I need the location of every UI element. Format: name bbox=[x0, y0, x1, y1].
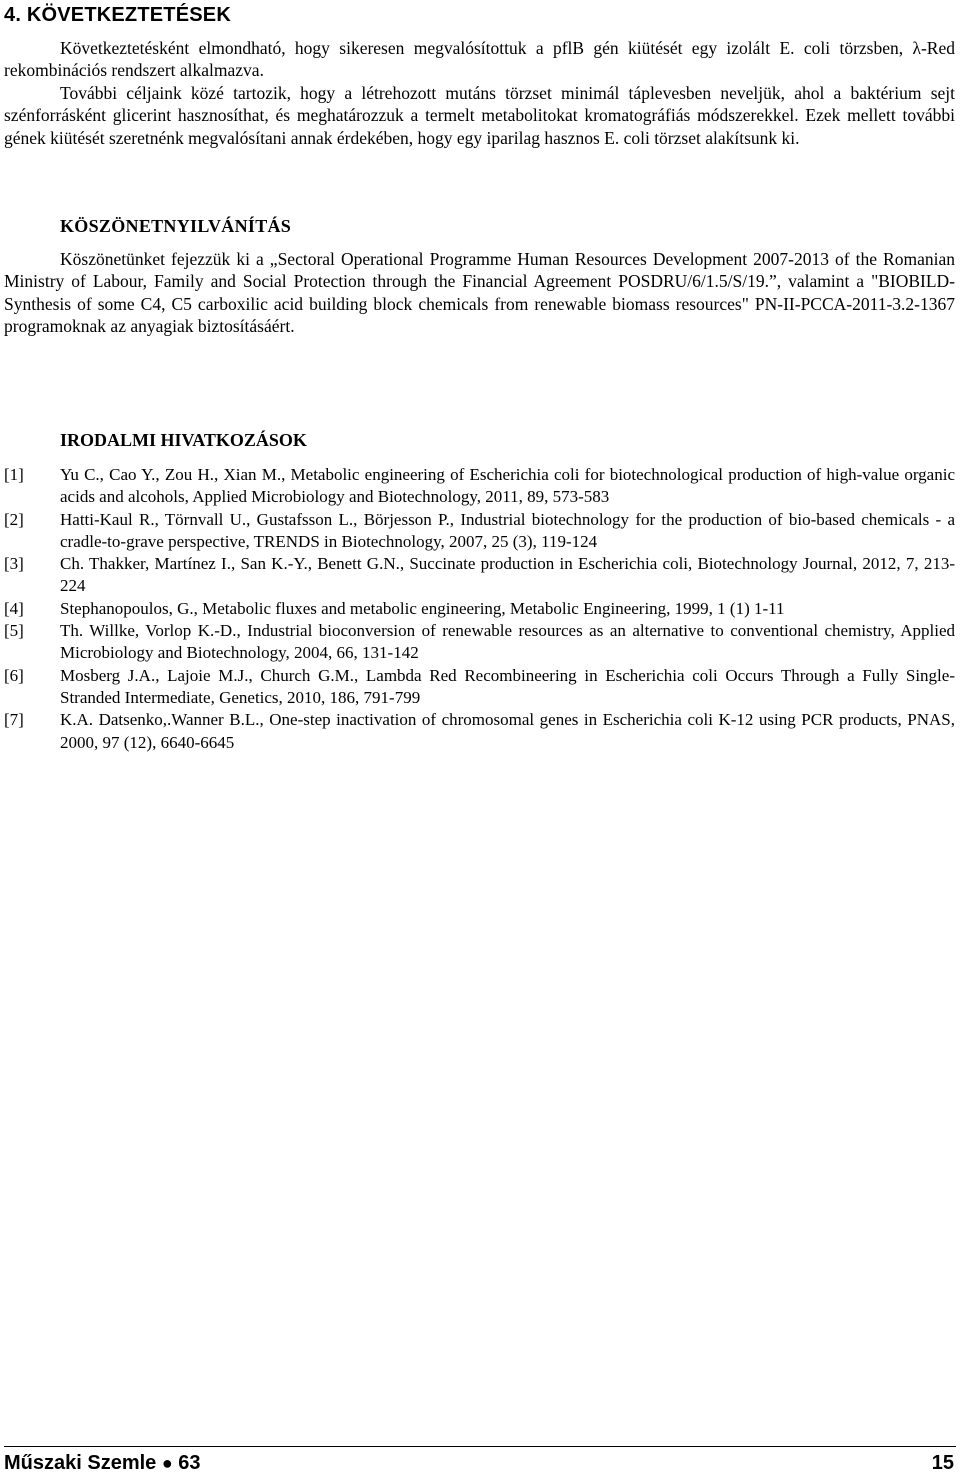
reference-text: K.A. Datsenko,.Wanner B.L., One-step inactivation of chromosomal genes in Escherichia coli K-12 using PCR products, PNAS, 2000, 97 (12), 6640-6645 bbox=[60, 710, 955, 752]
acknowledgement-paragraph: Köszönetünket fejezzük ki a „Sectoral Operational Programme Human Resources Development 2007-2013 of the Romanian Ministry of Labour, Family and Social Protection through the Financial Agreement POSDRU/6/1.5/S/19.”, valamint a "BIOBILD-Synthesis of some C4, C5 carboxilic acid building block chemicals from renewable biomass resources" PN-II-PCCA-2011-3.2-1367 programoknak az anyagiak biztosításáért. bbox=[4, 249, 955, 337]
reference-item-5 bbox=[4, 620, 955, 665]
journal-name: Műszaki Szemle bbox=[4, 1452, 157, 1474]
acknowledgement-title: KÖSZÖNETNYILVÁNÍTÁS bbox=[60, 216, 292, 236]
page-number: 15 bbox=[931, 1452, 954, 1474]
reference-item-2 bbox=[4, 509, 955, 554]
footer-journal bbox=[4, 1452, 201, 1475]
reference-item-6 bbox=[4, 665, 955, 710]
reference-text: Ch. Thakker, Martínez I., San K.-Y., Benett G.N., Succinate production in Escherichia coli, Biotechnology Journal, 2012, 7, 213-224 bbox=[60, 554, 955, 596]
reference-list bbox=[4, 464, 955, 754]
conclusions-paragraph-2: További céljaink közé tartozik, hogy a létrehozott mutáns törzset minimál táplevesben neveljük, ahol a baktérium sejt szénforrásként glicerint hasznosíthat, és meghatározzuk a termelt metabolitokat kromatográfiás módszerekkel. Ezek mellett további gének kiütését szeretnénk megvalósítani annak érdekében, hogy egy iparilag hasznos E. coli törzset alakítsunk ki. bbox=[4, 82, 955, 148]
reference-number: [2] bbox=[4, 509, 24, 529]
reference-text: Yu C., Cao Y., Zou H., Xian M., Metabolic engineering of Escherichia coli for biotechnological production of high-value organic acids and alcohols, Applied Microbiology and Biotechnology, 2011, 89, 573-583 bbox=[60, 465, 955, 507]
reference-number: [7] bbox=[4, 710, 24, 730]
reference-number: [5] bbox=[4, 621, 24, 641]
references-title: IRODALMI HIVATKOZÁSOK bbox=[60, 430, 307, 450]
reference-item-4 bbox=[4, 598, 955, 620]
section-title: 4. KÖVETKEZTETÉSEK bbox=[4, 4, 231, 26]
reference-text: Stephanopoulos, G., Metabolic fluxes and metabolic engineering, Metabolic Engineering, 1999, 1 (1) 1-11 bbox=[60, 598, 785, 618]
acknowledgement-text bbox=[4, 248, 955, 338]
reference-number: [6] bbox=[4, 665, 24, 685]
reference-text: Mosberg J.A., Lajoie M.J., Church G.M., Lambda Red Recombineering in Escherichia coli Occurs Through a Fully Single-Stranded Intermediate, Genetics, 2010, 186, 791-799 bbox=[60, 665, 955, 707]
reference-number: [1] bbox=[4, 465, 24, 484]
conclusions-text bbox=[4, 37, 955, 149]
conclusions-paragraph-1: Következtetésként elmondható, hogy sikeresen megvalósítottuk a pflB gén kiütését egy izolált E. coli törzsben, λ-Red rekombinációs rendszert alkalmazva. bbox=[4, 38, 955, 81]
reference-item-1 bbox=[4, 464, 955, 509]
footer-divider bbox=[4, 1446, 956, 1447]
reference-text: Hatti-Kaul R., Törnvall U., Gustafsson L., Börjesson P., Industrial biotechnology for the production of bio-based chemicals - a cradle-to-grave perspective, TRENDS in Biotechnology, 2007, 25 (3), 119-124 bbox=[60, 509, 955, 551]
reference-number: [3] bbox=[4, 554, 24, 574]
reference-number: [4] bbox=[4, 598, 24, 618]
reference-text: Th. Willke, Vorlop K.-D., Industrial bioconversion of renewable resources as an alternative to conventional chemistry, Applied Microbiology and Biotechnology, 2004, 66, 131-142 bbox=[60, 621, 955, 663]
reference-item-3 bbox=[4, 553, 955, 598]
reference-item-7 bbox=[4, 709, 955, 754]
issue-number: 63 bbox=[178, 1452, 201, 1474]
bullet-icon: ● bbox=[161, 1453, 173, 1473]
